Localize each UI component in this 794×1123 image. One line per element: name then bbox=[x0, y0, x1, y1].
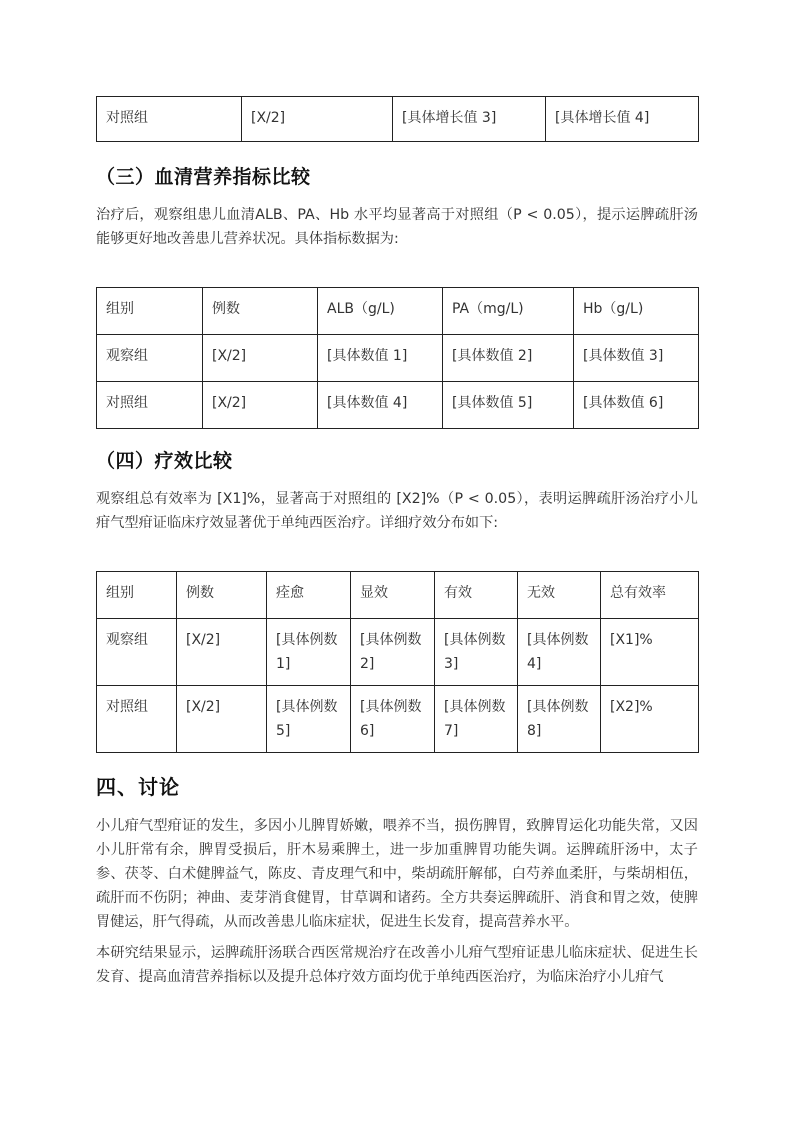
table-row bbox=[97, 382, 699, 429]
table-header-cell: PA（mg/L) bbox=[443, 288, 574, 335]
growth-table-continued bbox=[96, 96, 699, 142]
section-paragraph: 治疗后，观察组患儿血清ALB、PA、Hb 水平均显著高于对照组（P < 0.05），提示运脾疏肝汤能够更好地改善患儿营养状况。具体指标数据为: bbox=[96, 207, 698, 247]
table-header-cell: 无效 bbox=[518, 572, 601, 619]
table-cell: [具体数值 6] bbox=[574, 382, 699, 429]
serum-nutrition-table bbox=[96, 287, 699, 429]
table-header-cell: 痊愈 bbox=[267, 572, 351, 619]
table-cell: [具体数值 1] bbox=[318, 335, 443, 382]
discussion-paragraph: 小儿疳气型疳证的发生，多因小儿脾胃娇嫩，喂养不当，损伤脾胃，致脾胃运化功能失常，又因小儿肝常有余，脾胃受损后，肝木易乘脾土，进一步加重脾胃功能失调。运脾疏肝汤中，太子参、茯苓、白术健脾益气，陈皮、青皮理气和中，柴胡疏肝解郁，白芍养血柔肝，与柴胡相伍，疏肝而不伤阴；神曲、麦芽消食健胃，甘草调和诸药。全方共奏运脾疏肝、消食和胃之效，使脾胃健运，肝气得疏，从而改善患儿临床症状，促进生长发育，提高营养水平。 bbox=[96, 818, 698, 930]
table-cell: [具体例数 7] bbox=[435, 686, 518, 753]
table-cell: [具体数值 5] bbox=[443, 382, 574, 429]
table-cell: [X1]% bbox=[601, 619, 699, 686]
table-cell: [具体数值 3] bbox=[574, 335, 699, 382]
section-heading-efficacy: （四）疗效比较 bbox=[96, 450, 233, 472]
table-row bbox=[97, 619, 699, 686]
table-cell: 观察组 bbox=[97, 619, 177, 686]
table-cell: 观察组 bbox=[97, 335, 203, 382]
table-cell: [具体例数 2] bbox=[351, 619, 435, 686]
table-cell: [具体例数 6] bbox=[351, 686, 435, 753]
table-cell: [具体数值 4] bbox=[318, 382, 443, 429]
table-cell: [X/2] bbox=[203, 382, 318, 429]
table-cell: [X/2] bbox=[177, 619, 267, 686]
table-cell: [具体例数 3] bbox=[435, 619, 518, 686]
table-cell: [X/2] bbox=[203, 335, 318, 382]
table-header-row bbox=[97, 288, 699, 335]
table-cell: 对照组 bbox=[97, 97, 242, 142]
table-cell: [X/2] bbox=[177, 686, 267, 753]
table-header-cell: 有效 bbox=[435, 572, 518, 619]
table-cell: [具体例数 8] bbox=[518, 686, 601, 753]
table-cell: [具体例数 4] bbox=[518, 619, 601, 686]
table-header-cell: 总有效率 bbox=[601, 572, 699, 619]
table-header-cell: Hb（g/L) bbox=[574, 288, 699, 335]
table-row bbox=[97, 335, 699, 382]
table-header-cell: 显效 bbox=[351, 572, 435, 619]
discussion-heading: 四、讨论 bbox=[96, 775, 180, 799]
table-cell: 对照组 bbox=[97, 382, 203, 429]
table-header-row bbox=[97, 572, 699, 619]
table-cell: [具体例数 1] bbox=[267, 619, 351, 686]
table-cell: [X/2] bbox=[242, 97, 393, 142]
discussion-paragraph: 本研究结果显示，运脾疏肝汤联合西医常规治疗在改善小儿疳气型疳证患儿临床症状、促进生长发育、提高血清营养指标以及提升总体疗效方面均优于单纯西医治疗，为临床治疗小儿疳气 bbox=[96, 945, 698, 985]
table-cell: [具体数值 2] bbox=[443, 335, 574, 382]
table-cell: [具体例数 5] bbox=[267, 686, 351, 753]
table-cell: [具体增长值 3] bbox=[393, 97, 546, 142]
table-header-cell: 例数 bbox=[203, 288, 318, 335]
section-paragraph: 观察组总有效率为 [X1]%，显著高于对照组的 [X2]%（P < 0.05），表明运脾疏肝汤治疗小儿疳气型疳证临床疗效显著优于单纯西医治疗。详细疗效分布如下: bbox=[96, 491, 698, 531]
efficacy-table bbox=[96, 571, 699, 753]
table-row bbox=[97, 97, 699, 142]
table-row bbox=[97, 686, 699, 753]
table-cell: [具体增长值 4] bbox=[546, 97, 699, 142]
section-heading-serum-nutrition: （三）血清营养指标比较 bbox=[96, 166, 311, 188]
table-header-cell: 例数 bbox=[177, 572, 267, 619]
table-header-cell: ALB（g/L) bbox=[318, 288, 443, 335]
table-header-cell: 组别 bbox=[97, 572, 177, 619]
table-header-cell: 组别 bbox=[97, 288, 203, 335]
table-cell: 对照组 bbox=[97, 686, 177, 753]
table-cell: [X2]% bbox=[601, 686, 699, 753]
